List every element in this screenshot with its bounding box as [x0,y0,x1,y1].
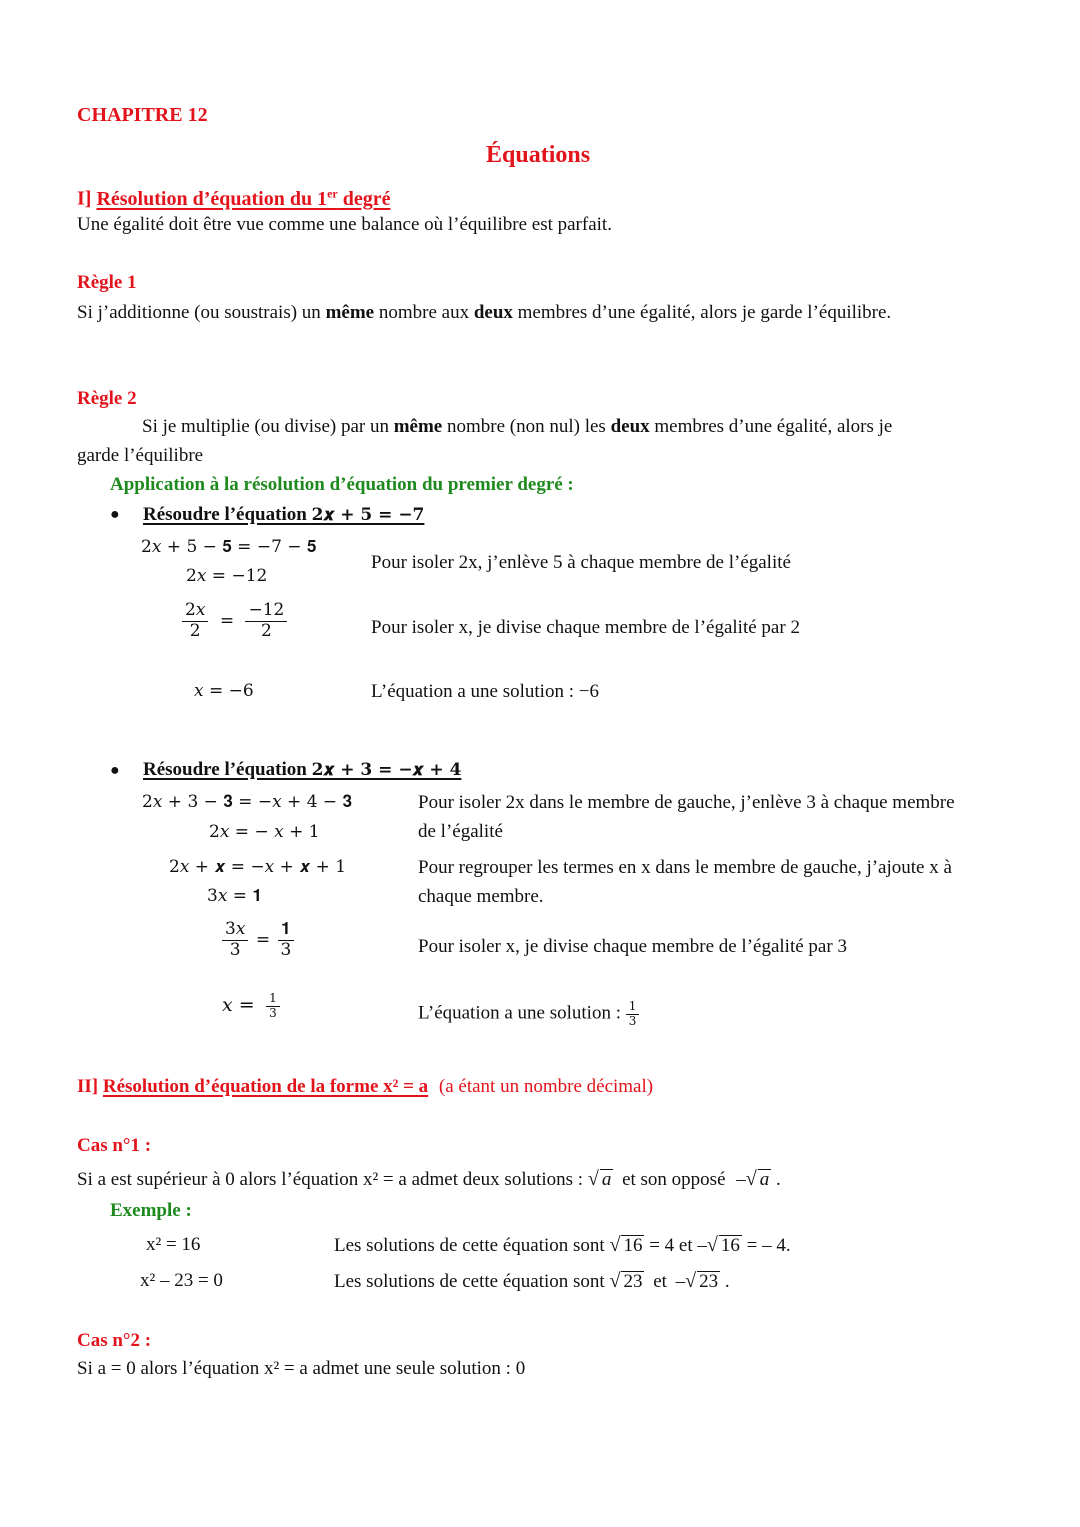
case2-label: Cas n°2 : [77,1330,152,1351]
case1-ex2-equation: x² – 23 = 0 [140,1270,223,1291]
ex1-step1: 2𝑥 + 5 − 𝟓 = −7 − 𝟓 [141,537,317,557]
ex1-explanation2: Pour isoler x, je divise chaque membre de l’égalité par 2 [371,617,800,638]
section2-note: (a étant un nombre décimal) [438,1076,654,1097]
rule2-text-cont: garde l’équilibre [77,445,204,466]
case1-label: Cas n°1 : [77,1135,152,1156]
example2-heading: Résoudre l’équation 2𝒙 + 𝟑 = −𝒙 + 𝟒 [143,759,462,780]
section1-intro: Une égalité doit être vue comme une balance où l’équilibre est parfait. [77,214,612,235]
page-title: Équations [486,142,591,168]
bullet-icon: ● [110,762,120,779]
ex1-step2: 2𝑥 = −12 [186,566,268,586]
section1-heading: I] Résolution d’équation du 1er degré [77,186,391,210]
case1-example-label: Exemple : [110,1200,192,1221]
ex1-step4: 𝑥 = −6 [194,681,254,701]
section2-title: Résolution d’équation de la forme x² = a [102,1076,429,1097]
rule2-text: Si je multiplie (ou divise) par un même nombre (non nul) les deux membres d’une égalité, alors je [142,416,893,437]
bullet-icon: ● [110,506,120,523]
example1-heading: Résoudre l’équation 2𝒙 + 𝟓 = −𝟕 [143,504,425,525]
application-heading: Application à la résolution d’équation du premier degré : [110,474,574,495]
ex2-explanation2b: chaque membre. [418,886,544,907]
ex1-explanation3: L’équation a une solution : −6 [371,681,599,702]
ex2-explanation2a: Pour regrouper les termes en x dans le membre de gauche, j’ajoute x à [418,857,952,878]
ex2-step2: 2𝑥 = − 𝑥 + 1 [209,822,320,842]
case2-text: Si a = 0 alors l’équation x² = a admet une seule solution : 0 [77,1358,526,1379]
ex2-explanation4: L’équation a une solution : $\frac{1}{3}$ [418,1000,639,1029]
ex2-step6: 𝑥 = $\frac{1}{3}$ [222,992,280,1021]
case1-ex1-equation: x² = 16 [146,1234,201,1255]
ex1-explanation1: Pour isoler 2x, j’enlève 5 à chaque membre de l’égalité [371,552,791,573]
case1-ex1-solution: Les solutions de cette équation sont √ 16 = 4 et –√ 16 = – 4. [334,1234,791,1256]
section1-title: Résolution d’équation du 1er degré [96,186,391,210]
case1-text: Si a est supérieur à 0 alors l’équation x² = a admet deux solutions : √ a et son opposé –√ a . [77,1168,781,1190]
rule1-text: Si j’additionne (ou soustrais) un même nombre aux deux membres d’une égalité, alors je garde l’équilibre. [77,302,892,323]
ex2-step1: 2𝑥 + 3 − 𝟑 = −𝑥 + 4 − 𝟑 [142,792,353,812]
ex1-step3: $\frac{\text{2𝑥}}{2}$ = $\frac{-12}{2}$ [182,601,287,641]
chapter-label: CHAPITRE 12 [77,104,208,126]
ex2-explanation3: Pour isoler x, je divise chaque membre de l’égalité par 3 [418,936,847,957]
section2-heading: II] Résolution d’équation de la forme x² = a (a étant un nombre décimal) [77,1076,654,1097]
rule1-label: Règle 1 [77,272,137,293]
ex2-explanation1b: de l’égalité [418,821,503,842]
rule2-label: Règle 2 [77,388,137,409]
ex2-step3: 2𝑥 + 𝒙 = −𝑥 + 𝒙 + 1 [169,857,347,877]
ex2-step5: $\frac{\text{3𝑥}}{3}$ = $\frac{𝟏}{3}$ [222,920,294,960]
case1-ex2-solution: Les solutions de cette équation sont √ 23 et –√ 23 . [334,1270,730,1292]
ex2-step4: 3𝑥 = 𝟏 [207,886,262,906]
ex2-explanation1a: Pour isoler 2x dans le membre de gauche, j’enlève 3 à chaque membre [418,792,955,813]
